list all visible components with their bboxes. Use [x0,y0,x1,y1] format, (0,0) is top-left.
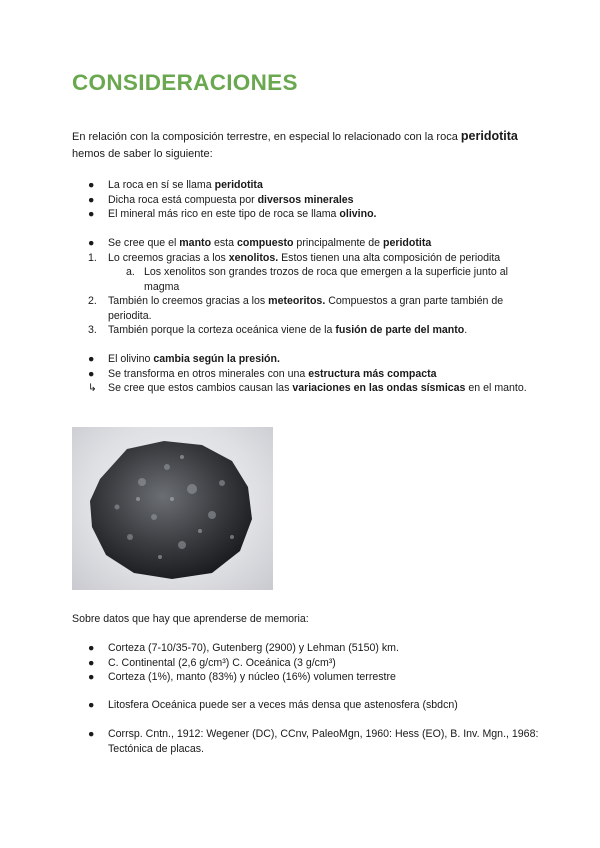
list-item: ● Litosfera Oceánica puede ser a veces más densa que astenosfera (sbdcn) [88,699,458,711]
list-item: ● Se transforma en otros minerales con una estructura más compacta [88,367,437,380]
list-historia [72,727,542,756]
bullet-marker: ● [88,193,95,206]
intro-paragraph [72,128,542,163]
section-title: Sobre datos que hay que aprenderse de memoria: [72,613,309,625]
list-datos [72,641,542,685]
sub-item: a. Los xenolitos son grandes trozos de roca que emergen a la superficie junto al magma [126,266,508,293]
list-item: ● Corrsp. Cntn., 1912: Wegener (DC), CCnv, PaleoMgn, 1960: Hess (EO), B. Inv. Mgn., 1968: Tectónica de placas. [88,728,539,755]
bullet-marker: ● [88,179,95,191]
list-item: ● Se cree que el manto esta compuesto principalmente de peridotita [88,237,432,249]
list-olivino [72,352,542,396]
numbered-item: 2. También lo creemos gracias a los meteoritos. Compuestos a gran parte también de periodita. [88,295,504,322]
numbered-item: 1. Lo creemos gracias a los xenolitos. Estos tienen una alta composición de periodita [88,251,501,264]
list-item: ● Corteza (1%), manto (83%) y núcleo (16%) volumen terrestre [88,671,396,683]
numbered-item: 3. También porque la corteza oceánica viene de la fusión de parte del manto. [88,324,468,336]
list-manto [72,236,542,338]
list-item: ● Dicha roca está compuesta por diversos minerales [88,193,354,206]
list-litosfera [72,698,542,713]
bullet-list-roca [72,178,542,222]
intro-bold: peridotita [460,129,518,143]
list-item: ● El mineral más rico en este tipo de roca se llama olivino. [88,208,377,220]
bullet-marker: ● [88,237,95,249]
list-item: ● Corteza (7-10/35-70), Gutenberg (2900) y Lehman (5150) km. [88,642,399,654]
bullet-marker: ● [88,208,95,220]
rock-illustration [72,427,273,590]
intro-text-end: hemos de saber lo siguiente: [72,148,213,160]
list-item: ● El olivino cambia según la presión. [88,353,280,365]
list-item: ● C. Continental (2,6 g/cm³) C. Oceánica (3 g/cm³) [88,656,336,669]
page-title: CONSIDERACIONES [72,70,298,95]
list-item: ● La roca en sí se llama peridotita [88,179,263,191]
intro-text: En relación con la composición terrestre, en especial lo relacionado con la roca [72,131,461,143]
list-item: ↳ Se cree que estos cambios causan las variaciones en las ondas sísmicas en el manto. [88,382,527,394]
peridotite-rock-image [72,427,273,590]
